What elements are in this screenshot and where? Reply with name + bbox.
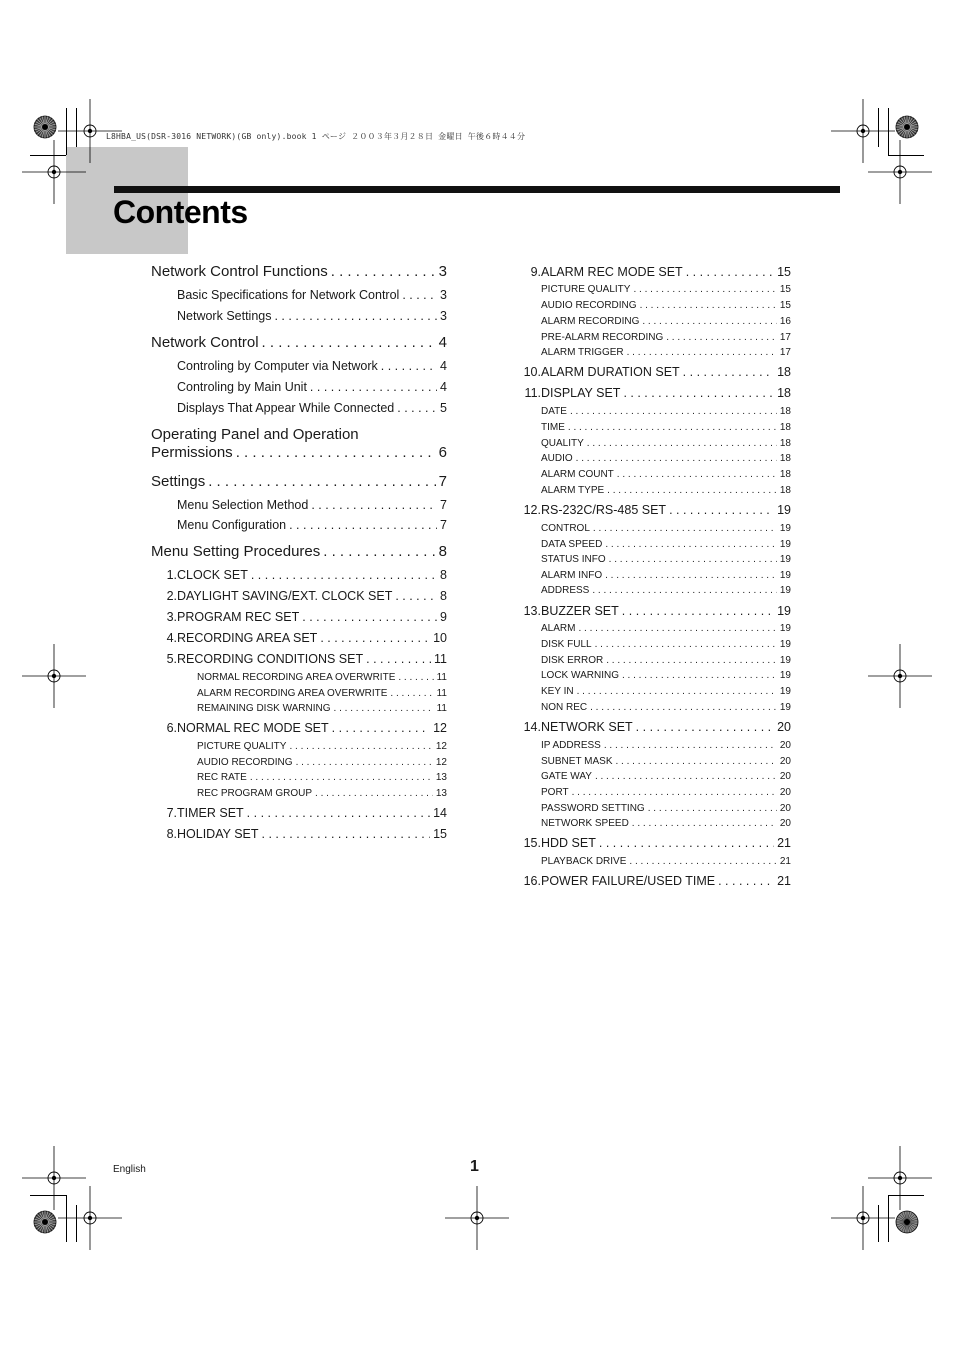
toc-entry-label: BUZZER SET	[541, 604, 619, 618]
toc-entry-label: HOLIDAY SET	[177, 827, 259, 841]
toc-entry[interactable]	[177, 518, 447, 532]
toc-leader-dots	[236, 444, 436, 461]
toc-entry[interactable]	[197, 788, 447, 799]
toc-entry-number: 11.	[524, 386, 541, 400]
toc-leader-dots	[629, 856, 776, 867]
toc-entry-label: GATE WAY	[541, 771, 592, 782]
toc-entry-label: Network Control Functions	[151, 263, 328, 280]
toc-entry-page: 3	[440, 288, 447, 302]
toc-entry-page: 18	[779, 438, 791, 449]
toc-entry[interactable]	[151, 263, 447, 280]
toc-entry-number: 8.	[166, 827, 177, 841]
toc-entry[interactable]	[197, 772, 447, 783]
toc-entry[interactable]	[541, 623, 791, 634]
toc-entry-label: DISK FULL	[541, 639, 592, 650]
toc-entry-page: 15	[779, 300, 791, 311]
title-rule	[114, 186, 840, 193]
toc-leader-dots	[395, 589, 437, 603]
toc-leader-dots	[605, 570, 777, 581]
toc-entry[interactable]	[541, 856, 791, 867]
toc-entry-page: 20	[779, 818, 791, 829]
toc-leader-dots	[311, 498, 437, 512]
toc-entry-page: 20	[779, 740, 791, 751]
toc-entry-page: 7	[440, 518, 447, 532]
toc-entry-label: REC PROGRAM GROUP	[197, 788, 313, 799]
toc-entry[interactable]	[151, 473, 447, 490]
toc-entry[interactable]	[541, 639, 791, 650]
toc-leader-dots	[595, 639, 777, 650]
toc-entry[interactable]	[541, 655, 791, 666]
toc-leader-dots	[623, 386, 774, 400]
toc-entry[interactable]	[541, 438, 791, 449]
toc-entry[interactable]	[541, 670, 791, 681]
registration-target-icon	[895, 1210, 919, 1234]
toc-entry[interactable]	[151, 543, 447, 560]
toc-entry-page: 19	[779, 523, 791, 534]
registration-crosshair-icon	[58, 1186, 122, 1250]
toc-leader-dots	[402, 288, 437, 302]
toc-entry-label: PICTURE QUALITY	[197, 741, 287, 752]
footer-language: English	[113, 1164, 146, 1175]
toc-entry[interactable]	[519, 365, 791, 379]
toc-entry-label: AUDIO RECORDING	[197, 757, 293, 768]
toc-entry[interactable]	[519, 874, 791, 888]
toc-entry[interactable]	[541, 585, 791, 596]
registration-crosshair-icon	[868, 644, 932, 708]
toc-entry[interactable]	[541, 469, 791, 480]
registration-crosshair-icon	[868, 140, 932, 204]
toc-entry-label: Menu Setting Procedures	[151, 543, 321, 560]
toc-leader-dots	[636, 720, 774, 734]
toc-entry-page: 21	[779, 856, 791, 867]
toc-entry[interactable]	[177, 359, 447, 373]
toc-entry[interactable]	[158, 589, 447, 603]
toc-entry-page: 15	[777, 265, 791, 279]
toc-entry-page: 20	[779, 803, 791, 814]
toc-entry-page: 20	[779, 771, 791, 782]
toc-entry-page: 8	[440, 589, 447, 603]
toc-entry-label: REC RATE	[197, 772, 247, 783]
toc-leader-dots	[593, 523, 777, 534]
toc-entry-label: PRE-ALARM RECORDING	[541, 332, 664, 343]
toc-entry-page: 8	[440, 568, 447, 582]
toc-entry-page: 15	[779, 284, 791, 295]
toc-leader-dots	[599, 836, 774, 850]
toc-entry[interactable]	[541, 406, 791, 417]
toc-entry-page: 12	[433, 721, 447, 735]
toc-entry-page: 19	[777, 604, 791, 618]
toc-entry-page: 14	[433, 806, 447, 820]
toc-entry-label: CLOCK SET	[177, 568, 248, 582]
toc-entry-page: 11	[436, 688, 447, 699]
toc-leader-dots	[606, 655, 777, 666]
toc-entry-label: PICTURE QUALITY	[541, 284, 631, 295]
toc-entry-page: 10	[433, 631, 447, 645]
registration-target-icon	[895, 115, 919, 139]
toc-entry-page: 11	[434, 652, 447, 666]
toc-leader-dots	[568, 422, 777, 433]
toc-entry-page: 20	[777, 720, 791, 734]
toc-entry-page: 4	[438, 334, 447, 351]
toc-entry-page: 18	[777, 365, 791, 379]
toc-entry-page: 16	[779, 316, 791, 327]
toc-entry[interactable]	[158, 568, 447, 582]
toc-entry-page: 19	[779, 670, 791, 681]
toc-leader-dots	[381, 359, 437, 373]
footer-page-number: 1	[470, 1158, 479, 1175]
toc-entry-number: 3.	[166, 610, 177, 624]
toc-leader-dots	[642, 316, 777, 327]
toc-leader-dots	[607, 485, 777, 496]
registration-crosshair-icon	[445, 1186, 509, 1250]
toc-entry-page: 3	[440, 309, 447, 323]
toc-entry[interactable]	[541, 332, 791, 343]
toc-entry-label: Settings	[151, 473, 206, 490]
toc-entry-number: 1.	[166, 568, 177, 582]
toc-entry[interactable]	[541, 300, 791, 311]
toc-leader-dots	[633, 284, 776, 295]
toc-leader-dots	[605, 539, 777, 550]
toc-entry-page: 18	[779, 469, 791, 480]
toc-entry-page: 17	[779, 347, 791, 358]
toc-leader-dots	[570, 406, 777, 417]
toc-entry[interactable]	[541, 284, 791, 295]
toc-leader-dots	[323, 543, 435, 560]
toc-entry-page: 19	[779, 539, 791, 550]
toc-entry-label: TIME	[541, 422, 565, 433]
toc-entry[interactable]	[177, 309, 447, 323]
toc-entry-label: ALARM TYPE	[541, 485, 605, 496]
toc-entry-page: 18	[779, 453, 791, 464]
toc-leader-dots	[640, 300, 777, 311]
toc-entry-page: 8	[438, 543, 447, 560]
toc-entry-label: RECORDING AREA SET	[177, 631, 318, 645]
toc-entry-label: TIMER SET	[177, 806, 244, 820]
toc-entry-page: 19	[779, 623, 791, 634]
toc-leader-dots	[592, 585, 777, 596]
toc-entry-label: AUDIO	[541, 453, 573, 464]
toc-entry[interactable]	[541, 523, 791, 534]
toc-leader-dots	[247, 806, 430, 820]
toc-entry-label: KEY IN	[541, 686, 574, 697]
toc-entry-page: 18	[779, 422, 791, 433]
toc-leader-dots	[683, 365, 774, 379]
toc-entry[interactable]	[197, 703, 447, 714]
toc-leader-dots	[576, 453, 777, 464]
toc-entry-label: ADDRESS	[541, 585, 590, 596]
toc-entry-label: DATA SPEED	[541, 539, 603, 550]
toc-entry-page: 17	[779, 332, 791, 343]
registration-crosshair-icon	[868, 1146, 932, 1210]
toc-leader-dots	[334, 703, 434, 714]
toc-leader-dots	[315, 788, 433, 799]
toc-entry-page: 20	[779, 756, 791, 767]
toc-entry-number: 12.	[523, 503, 541, 517]
toc-entry-number: 4.	[166, 631, 177, 645]
toc-entry[interactable]	[197, 672, 447, 683]
toc-entry-number: 10.	[523, 365, 541, 379]
toc-entry-label: DAYLIGHT SAVING/EXT. CLOCK SET	[177, 589, 393, 603]
toc-entry-label: PASSWORD SETTING	[541, 803, 645, 814]
toc-entry[interactable]	[541, 740, 791, 751]
toc-leader-dots	[208, 473, 435, 490]
toc-entry-label: Controling by Main Unit	[177, 380, 307, 394]
toc-entry[interactable]	[197, 757, 447, 768]
toc-entry-page: 18	[779, 406, 791, 417]
toc-entry[interactable]	[177, 498, 447, 512]
toc-leader-dots	[331, 263, 436, 280]
toc-leader-dots	[310, 380, 437, 394]
toc-entry-label: Controling by Computer via Network	[177, 359, 378, 373]
toc-leader-dots	[262, 827, 431, 841]
registration-crosshair-icon	[22, 140, 86, 204]
toc-entry[interactable]	[541, 554, 791, 565]
toc-entry-label: NORMAL RECORDING AREA OVERWRITE	[197, 672, 396, 683]
toc-entry-page: 19	[777, 503, 791, 517]
toc-entry[interactable]	[519, 720, 791, 734]
toc-leader-dots	[250, 772, 433, 783]
toc-entry-page: 19	[779, 702, 791, 713]
toc-entry[interactable]	[158, 610, 447, 624]
toc-entry-number: 13.	[523, 604, 541, 618]
toc-entry-label: ALARM	[541, 623, 576, 634]
toc-entry-page: 3	[438, 263, 447, 280]
toc-entry-label: ALARM TRIGGER	[541, 347, 624, 358]
toc-entry-page: 7	[438, 473, 447, 490]
toc-entry-label: Basic Specifications for Network Control	[177, 288, 400, 302]
toc-entry[interactable]	[158, 827, 447, 841]
toc-entry-label: Permissions	[151, 444, 233, 461]
toc-entry-page: 12	[435, 757, 447, 768]
toc-entry-label: Network Control	[151, 334, 259, 351]
toc-entry-page: 12	[435, 741, 447, 752]
toc-leader-dots	[390, 688, 433, 699]
toc-entry[interactable]	[519, 836, 791, 850]
toc-leader-dots	[262, 334, 436, 351]
toc-entry-label: NETWORK SPEED	[541, 818, 629, 829]
toc-entry-label: Network Settings	[177, 309, 272, 323]
toc-leader-dots	[397, 401, 437, 415]
toc-leader-dots	[251, 568, 437, 582]
toc-entry-label: ALARM COUNT	[541, 469, 614, 480]
toc-entry-number: 14.	[523, 720, 541, 734]
toc-entry[interactable]	[197, 741, 447, 752]
toc-entry[interactable]	[151, 334, 447, 351]
toc-entry-label: NORMAL REC MODE SET	[177, 721, 329, 735]
toc-entry[interactable]	[541, 803, 791, 814]
toc-entry-label: ALARM DURATION SET	[541, 365, 680, 379]
toc-entry[interactable]	[177, 401, 447, 415]
toc-leader-dots	[572, 787, 777, 798]
toc-entry-label: SUBNET MASK	[541, 756, 613, 767]
toc-entry-number: 15.	[523, 836, 541, 850]
toc-entry-label: RS-232C/RS-485 SET	[541, 503, 667, 517]
toc-entry[interactable]	[158, 631, 447, 645]
toc-leader-dots	[622, 670, 777, 681]
toc-entry-page: 18	[779, 485, 791, 496]
toc-entry[interactable]	[541, 570, 791, 581]
toc-entry[interactable]	[519, 265, 791, 279]
toc-entry-label: LOCK WARNING	[541, 670, 619, 681]
toc-leader-dots	[648, 803, 777, 814]
print-header: L8HBA_US(DSR-3016 NETWORK)(GB only).book 1 ページ ２００３年３月２８日 金曜日 午後６時４４分	[106, 132, 526, 141]
toc-entry[interactable]	[541, 787, 791, 798]
toc-leader-dots	[609, 554, 777, 565]
toc-entry-page: 5	[440, 401, 447, 415]
toc-entry-label: ALARM RECORDING	[541, 316, 640, 327]
toc-entry[interactable]	[158, 652, 447, 666]
toc-entry-page: 19	[779, 585, 791, 596]
toc-entry[interactable]	[197, 688, 447, 699]
toc-entry-page: 11	[436, 672, 447, 683]
toc-entry[interactable]	[541, 539, 791, 550]
toc-entry[interactable]	[541, 422, 791, 433]
toc-entry-label: STATUS INFO	[541, 554, 606, 565]
toc-entry[interactable]	[177, 288, 447, 302]
toc-leader-dots	[289, 741, 432, 752]
toc-leader-dots	[627, 347, 777, 358]
toc-entry[interactable]	[541, 453, 791, 464]
toc-leader-dots	[632, 818, 777, 829]
toc-entry[interactable]	[519, 503, 791, 517]
toc-leader-dots	[398, 672, 433, 683]
toc-leader-dots	[296, 757, 433, 768]
toc-entry[interactable]	[158, 721, 447, 735]
toc-entry-number: 16.	[523, 874, 541, 888]
toc-entry[interactable]	[541, 316, 791, 327]
toc-leader-dots	[578, 623, 776, 634]
toc-leader-dots	[666, 332, 777, 343]
toc-leader-dots	[616, 756, 777, 767]
toc-entry[interactable]	[541, 347, 791, 358]
toc-entry-label: PROGRAM REC SET	[177, 610, 300, 624]
toc-entry-label: HDD SET	[541, 836, 596, 850]
toc-entry-page: 11	[436, 703, 447, 714]
toc-entry-label: ALARM REC MODE SET	[541, 265, 683, 279]
toc-entry-label: DATE	[541, 406, 567, 417]
toc-entry-page: 9	[440, 610, 447, 624]
toc-entry[interactable]	[177, 380, 447, 394]
toc-entry-label: DISPLAY SET	[541, 386, 621, 400]
toc-entry[interactable]	[519, 386, 791, 400]
toc-entry-page: 19	[779, 655, 791, 666]
toc-entry-label: AUDIO RECORDING	[541, 300, 637, 311]
toc-entry[interactable]	[541, 756, 791, 767]
toc-entry-label: Menu Configuration	[177, 518, 287, 532]
toc-entry-page: 13	[435, 788, 447, 799]
toc-entry-page: 19	[779, 554, 791, 565]
toc-entry-number: 2.	[166, 589, 177, 603]
toc-leader-dots	[604, 740, 777, 751]
toc-entry-label: CONTROL	[541, 523, 590, 534]
toc-leader-dots	[577, 686, 777, 697]
toc-entry[interactable]	[151, 444, 447, 461]
toc-entry-label: QUALITY	[541, 438, 584, 449]
toc-entry-label: IP ADDRESS	[541, 740, 601, 751]
toc-entry-page: 15	[433, 827, 447, 841]
toc-leader-dots	[595, 771, 777, 782]
toc-entry-label: NETWORK SET	[541, 720, 633, 734]
toc-entry-label: REMAINING DISK WARNING	[197, 703, 331, 714]
toc-entry[interactable]	[541, 818, 791, 829]
toc-entry[interactable]	[541, 702, 791, 713]
toc-entry-page: 19	[779, 570, 791, 581]
toc-entry-page: 19	[779, 639, 791, 650]
toc-leader-dots	[669, 503, 774, 517]
registration-target-icon	[33, 115, 57, 139]
toc-entry-label: DISK ERROR	[541, 655, 604, 666]
toc-leader-dots	[366, 652, 431, 666]
toc-entry-label-line1: Operating Panel and Operation	[151, 426, 359, 443]
registration-target-icon	[33, 1210, 57, 1234]
toc-entry[interactable]	[541, 686, 791, 697]
toc-entry-label: ALARM RECORDING AREA OVERWRITE	[197, 688, 388, 699]
toc-entry-page: 21	[777, 874, 791, 888]
toc-leader-dots	[302, 610, 437, 624]
toc-entry[interactable]	[519, 604, 791, 618]
page-title: Contents	[113, 194, 248, 230]
toc-leader-dots	[718, 874, 774, 888]
toc-entry-number: 7.	[166, 806, 177, 820]
toc-leader-dots	[274, 309, 437, 323]
toc-leader-dots	[622, 604, 774, 618]
toc-entry-page: 21	[777, 836, 791, 850]
toc-entry-number: 9.	[530, 265, 541, 279]
toc-entry-label: NON REC	[541, 702, 588, 713]
toc-entry[interactable]	[541, 485, 791, 496]
toc-entry-label: RECORDING CONDITIONS SET	[177, 652, 364, 666]
toc-entry-page: 4	[440, 380, 447, 394]
toc-leader-dots	[617, 469, 777, 480]
toc-entry-label: POWER FAILURE/USED TIME	[541, 874, 716, 888]
toc-entry-page: 13	[435, 772, 447, 783]
toc-entry-label: PLAYBACK DRIVE	[541, 856, 627, 867]
toc-entry-label: Menu Selection Method	[177, 498, 309, 512]
toc-entry-page: 6	[438, 444, 447, 461]
toc-leader-dots	[590, 702, 777, 713]
toc-entry-label: PORT	[541, 787, 569, 798]
registration-crosshair-icon	[22, 644, 86, 708]
toc-entry-page: 7	[440, 498, 447, 512]
toc-leader-dots	[332, 721, 430, 735]
toc-entry-page: 18	[777, 386, 791, 400]
toc-leader-dots	[289, 518, 437, 532]
toc-entry[interactable]	[541, 771, 791, 782]
toc-entry-number: 6.	[166, 721, 177, 735]
toc-leader-dots	[686, 265, 774, 279]
toc-entry-page: 19	[779, 686, 791, 697]
toc-leader-dots	[320, 631, 430, 645]
toc-entry-label: ALARM INFO	[541, 570, 603, 581]
toc-entry[interactable]	[158, 806, 447, 820]
toc-entry-number: 5.	[166, 652, 177, 666]
toc-entry-label: Displays That Appear While Connected	[177, 401, 395, 415]
toc-entry-page: 20	[779, 787, 791, 798]
toc-entry-page: 4	[440, 359, 447, 373]
toc-leader-dots	[587, 438, 777, 449]
